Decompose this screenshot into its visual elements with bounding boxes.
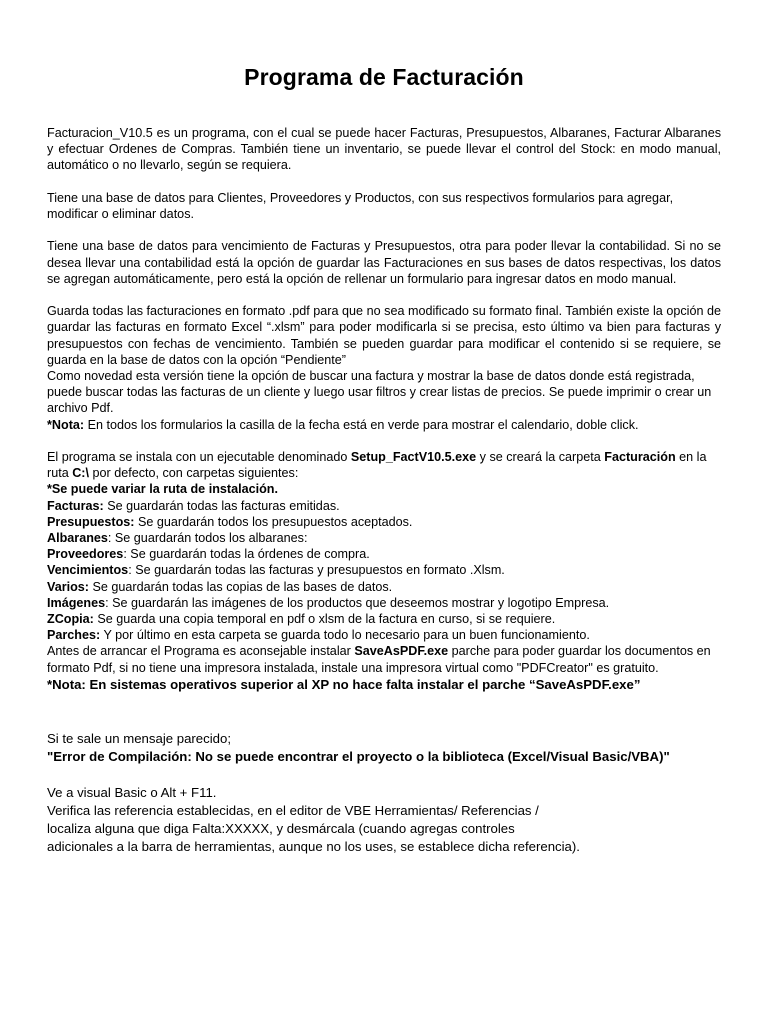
folder-item-proveedores: [47, 546, 721, 562]
nota-text: En todos los formularios la casilla de la fecha está en verde para mostrar el calendario, doble click.: [84, 417, 639, 432]
folder-list: [47, 498, 721, 644]
folder-item-zcopia: [47, 611, 721, 627]
folder-name: ZCopia:: [47, 612, 94, 627]
folder-desc: Se guardarán todas las facturas emitidas.: [103, 498, 340, 513]
error-message: [47, 748, 721, 766]
folder-item-imagenes: [47, 595, 721, 611]
nota-label: *Nota:: [47, 417, 85, 432]
guarda-paragraph: Guarda todas las facturaciones en formato .pdf para que no sea modificado su formato final. También existe la opción de guardar las facturas en formato Excel “.xlsm” para poder modificarla si se precisa, esto último va bien para facturas y presupuestos con fechas de vencimiento. También se pueden guardar para modificar el contenido si se requiere, se guarda en la base de datos con la opción “Pendiente”: [47, 304, 721, 367]
page-title: Programa de Facturación: [244, 64, 524, 90]
error-message-text: "Error de Compilación: No se puede encontrar el proyecto o la biblioteca (Excel/Visual Basic/VBA)": [47, 748, 670, 764]
novedad-line-1: Como novedad esta versión tiene la opción de buscar una factura y mostrar la base de datos donde está registrada,: [47, 369, 695, 383]
folder-name: Facturas:: [47, 498, 104, 513]
antes-paragraph: [47, 643, 721, 675]
folder-desc: : Se guardarán todas las facturas y presupuestos en formato .Xlsm.: [128, 563, 505, 578]
folder-item-varios: [47, 579, 721, 595]
fix-line-3: localiza alguna que diga Falta:XXXXX, y desmárcala (cuando agregas controles: [47, 820, 515, 836]
install-text-4: por defecto, con carpetas siguientes:: [89, 466, 299, 481]
folder-name: Albaranes: [47, 531, 108, 546]
intro-paragraph-2: Tiene una base de datos para Clientes, Proveedores y Productos, con sus respectivos formularios para agregar, modificar o eliminar datos.: [47, 190, 674, 221]
folder-desc: Y por último en esta carpeta se guarda todo lo necesario para un buen funcionamiento.: [100, 628, 590, 643]
error-intro: Si te sale un mensaje parecido;: [47, 730, 232, 746]
antes-text-2: parche para poder guardar los documentos en formato Pdf, si no tiene una impresora instalada, instale una impresora virtual como "PDFCreator" es gratuito.: [47, 644, 711, 675]
fix-line-1: Ve a visual Basic o Alt + F11.: [47, 784, 217, 800]
nota-xp-text: *Nota: En sistemas operativos superior al XP no hace falta instalar el parche “SaveAsPDF.exe”: [47, 676, 641, 692]
folder-desc: Se guardarán todas las copias de las bases de datos.: [89, 579, 393, 594]
intro-paragraph-3: Tiene una base de datos para vencimiento de Facturas y Presupuestos, otra para poder llevar la contabilidad. Si no se desea llevar una contabilidad está la opción de guardar las Facturaciones en sus bases de datos respectivas, los datos se agregan automáticamente, pero está la opción de rellenar un formulario para ingresar datos en modo manual.: [47, 239, 721, 286]
install-folder-name: Facturación: [604, 450, 676, 464]
install-text-2: y se creará la carpeta: [476, 450, 605, 464]
install-variar-note: [47, 481, 721, 497]
folder-item-facturas: [47, 498, 721, 514]
folder-item-vencimientos: [47, 562, 721, 578]
document-body: [47, 125, 721, 856]
folder-item-presupuestos: [47, 514, 721, 530]
folder-name: Imágenes: [47, 595, 106, 610]
novedad-line-2: puede buscar todas las facturas de un cliente y luego usar filtros y crear listas de precios. Se puede imprimir o crear un archivo Pdf.: [47, 385, 712, 416]
intro-paragraph-1: Facturacion_V10.5 es un programa, con el cual se puede hacer Facturas, Presupuestos, Albaranes, Facturar Albaranes y efectuar Ordenes de Compras. También tiene un inventario, se puede llevar el control del Stock: en modo manual, automático o no llevarlo, según se requiera.: [47, 126, 721, 173]
install-paragraph: [47, 449, 721, 481]
setup-exe-name: Setup_FactV10.5.exe: [350, 450, 477, 464]
folder-desc: : Se guardarán todas la órdenes de compra.: [123, 547, 370, 562]
folder-name: Vencimientos: [47, 563, 129, 578]
folder-desc: Se guarda una copia temporal en pdf o xlsm de la factura en curso, si se requiere.: [93, 612, 556, 627]
folder-item-parches: [47, 627, 721, 643]
folder-name: Varios:: [47, 579, 89, 594]
folder-name: Proveedores: [47, 547, 124, 562]
nota-xp: [47, 676, 721, 694]
variar-text: *Se puede variar la ruta de instalación.: [47, 482, 278, 497]
install-path: C:\: [72, 466, 89, 481]
folder-name: Parches:: [47, 628, 101, 643]
saveaspdf-exe-name: SaveAsPDF.exe: [354, 644, 449, 659]
folder-desc: : Se guardarán todos los albaranes:: [107, 531, 308, 546]
folder-desc: : Se guardarán las imágenes de los productos que deseemos mostrar y logotipo Empresa.: [105, 595, 610, 610]
nota-calendario: [47, 417, 721, 433]
fix-line-4: adicionales a la barra de herramientas, aunque no los uses, se establece dicha referencia).: [47, 838, 580, 854]
folder-name: Presupuestos:: [47, 514, 135, 529]
install-text-1: El programa se instala con un ejecutable denominado: [47, 450, 351, 464]
folder-desc: Se guardarán todos los presupuestos aceptados.: [134, 514, 413, 529]
install-text-3: en la ruta: [47, 450, 707, 481]
folder-item-albaranes: [47, 530, 721, 546]
antes-text-1: Antes de arrancar el Programa es aconsejable instalar: [47, 644, 355, 659]
fix-line-2: Verifica las referencia establecidas, en el editor de VBE Herramientas/ Referencias /: [47, 802, 539, 818]
